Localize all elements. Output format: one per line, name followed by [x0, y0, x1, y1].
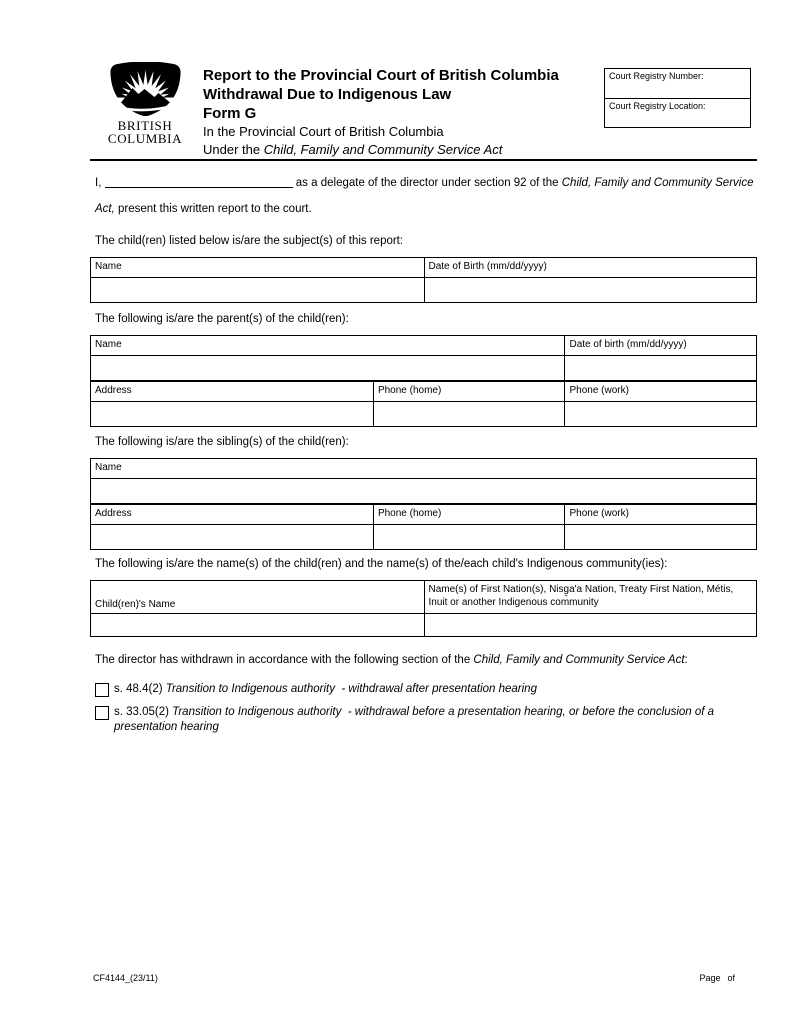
form-titles [203, 62, 559, 159]
court-registry-location-cell [605, 98, 750, 127]
court-registry-location-input[interactable] [609, 112, 746, 125]
children-header-row [91, 258, 756, 278]
parents-address-header-row [91, 382, 756, 402]
withdrawal-lead-suffix: : [684, 654, 688, 666]
parents-dob-input[interactable] [564, 356, 756, 380]
withdrawal-lead-act: Child, Family and Community Service Act [473, 654, 685, 666]
siblings-address-label: Address [95, 508, 132, 519]
form-title-line1: Report to the Provincial Court of British Columbia [203, 67, 559, 84]
siblings-name-header-row [91, 459, 756, 479]
children-dob-input[interactable] [424, 278, 757, 302]
community-header-row [91, 581, 756, 614]
parents-name-value-row [91, 356, 756, 380]
parents-dob-label: Date of birth (mm/dd/yyyy) [564, 336, 756, 355]
header-divider [90, 159, 757, 161]
checkbox-s48-4-2[interactable] [95, 683, 109, 697]
siblings-address-value-row [91, 525, 756, 549]
withdrawal-option-s33 [95, 705, 757, 735]
children-dob-label: Date of Birth (mm/dd/yyyy) [424, 258, 757, 277]
children-table [90, 257, 757, 303]
bc-logo-word-british: BRITISH [117, 118, 173, 133]
intro-prefix: I, [95, 177, 102, 189]
court-registry-number-cell [605, 69, 750, 98]
children-name-input[interactable] [91, 278, 424, 302]
siblings-phone-home-input[interactable] [373, 525, 565, 549]
parents-phone-home-input[interactable] [373, 402, 565, 426]
court-registry-number-input[interactable] [609, 82, 746, 95]
bc-sunburst-logo-icon [107, 62, 184, 118]
checkbox-s33-05-2[interactable] [95, 706, 109, 720]
community-child-name-label: Child(ren)'s Name [95, 599, 176, 610]
siblings-table [90, 458, 757, 550]
parents-phone-home-label: Phone (home) [373, 382, 565, 401]
option-s33-code: s. 33.05(2) [114, 706, 173, 718]
form-title-line2: Withdrawal Due to Indigenous Law [203, 86, 452, 103]
siblings-name-block [91, 459, 756, 505]
option-s48-code: s. 48.4(2) [114, 683, 166, 695]
siblings-address-input[interactable] [91, 525, 373, 549]
bc-logo-wordmark [100, 119, 190, 145]
bc-government-logo [100, 62, 190, 159]
intro-after-blank: as a delegate of the director under section 92 of the [292, 177, 562, 189]
parents-name-block [91, 336, 756, 382]
court-registry-box [604, 68, 751, 128]
form-header [90, 62, 757, 159]
intro-tail: present this written report to the court. [114, 203, 312, 215]
form-number: CF4144_(23/11) [93, 973, 158, 983]
parents-lead: The following is/are the parent(s) of the child(ren): [95, 313, 349, 325]
withdrawal-option-s33-text [114, 705, 757, 735]
form-subtitle-court: In the Provincial Court of British Columbia [203, 124, 444, 139]
parents-address-value-row [91, 402, 756, 426]
siblings-address-header-row [91, 505, 756, 525]
community-child-name-input[interactable] [91, 614, 424, 636]
children-lead: The child(ren) listed below is/are the subject(s) of this report: [95, 235, 404, 247]
option-s33-description: Transition to Indigenous authority - withdrawal before a presentation hearing, or before the conclusion of a presentation hearing [114, 706, 718, 733]
withdrawal-option-s48 [95, 682, 757, 697]
siblings-lead: The following is/are the sibling(s) of the child(ren): [95, 436, 349, 448]
siblings-name-input[interactable] [91, 479, 756, 503]
community-nation-label: Name(s) of First Nation(s), Nisg̱a'a Nation, Treaty First Nation, Métis, Inuit or another Indigenous community [424, 581, 757, 613]
form-subtitle-act [203, 141, 559, 159]
siblings-phone-home-label: Phone (home) [373, 505, 565, 524]
siblings-name-value-row [91, 479, 756, 503]
children-name-label: Name [95, 261, 122, 272]
court-registry-location-label: Court Registry Location: [609, 101, 706, 111]
siblings-name-label: Name [95, 462, 122, 473]
of-label: of [727, 973, 735, 983]
withdrawal-lead-prefix: The director has withdrawn in accordance with the following section of the [95, 654, 474, 666]
intro-paragraph [95, 170, 757, 222]
parents-name-header-row [91, 336, 756, 356]
withdrawal-lead [95, 653, 757, 668]
community-value-row [91, 614, 756, 636]
community-nation-input[interactable] [424, 614, 757, 636]
withdrawal-option-s48-text [114, 682, 537, 697]
form-content [90, 0, 757, 735]
court-registry-number-label: Court Registry Number: [609, 71, 704, 81]
bc-logo-word-columbia: COLUMBIA [107, 131, 183, 146]
parents-phone-work-input[interactable] [564, 402, 756, 426]
siblings-phone-work-label: Phone (work) [564, 505, 756, 524]
parents-address-label: Address [95, 385, 132, 396]
page-label: Page [699, 973, 721, 983]
siblings-phone-work-input[interactable] [564, 525, 756, 549]
parents-name-label: Name [95, 339, 122, 350]
form-title-line3: Form G [203, 105, 257, 122]
option-s48-description: Transition to Indigenous authority - withdrawal after presentation hearing [165, 683, 537, 695]
community-table [90, 580, 757, 637]
parents-table [90, 335, 757, 427]
parents-phone-work-label: Phone (work) [564, 382, 756, 401]
subtitle-act-name: Child, Family and Community Service Act [263, 141, 503, 157]
delegate-name-blank[interactable] [105, 175, 293, 188]
intro-act-name: Child, Family and Community Service Act, [95, 177, 754, 215]
children-value-row [91, 278, 756, 302]
community-lead: The following is/are the name(s) of the child(ren) and the name(s) of the/each child's Indigenous community(ies): [95, 558, 668, 570]
parents-name-input[interactable] [91, 356, 564, 380]
page-indicator [699, 973, 735, 983]
parents-address-input[interactable] [91, 402, 373, 426]
subtitle-act-prefix: Under the [203, 141, 264, 157]
